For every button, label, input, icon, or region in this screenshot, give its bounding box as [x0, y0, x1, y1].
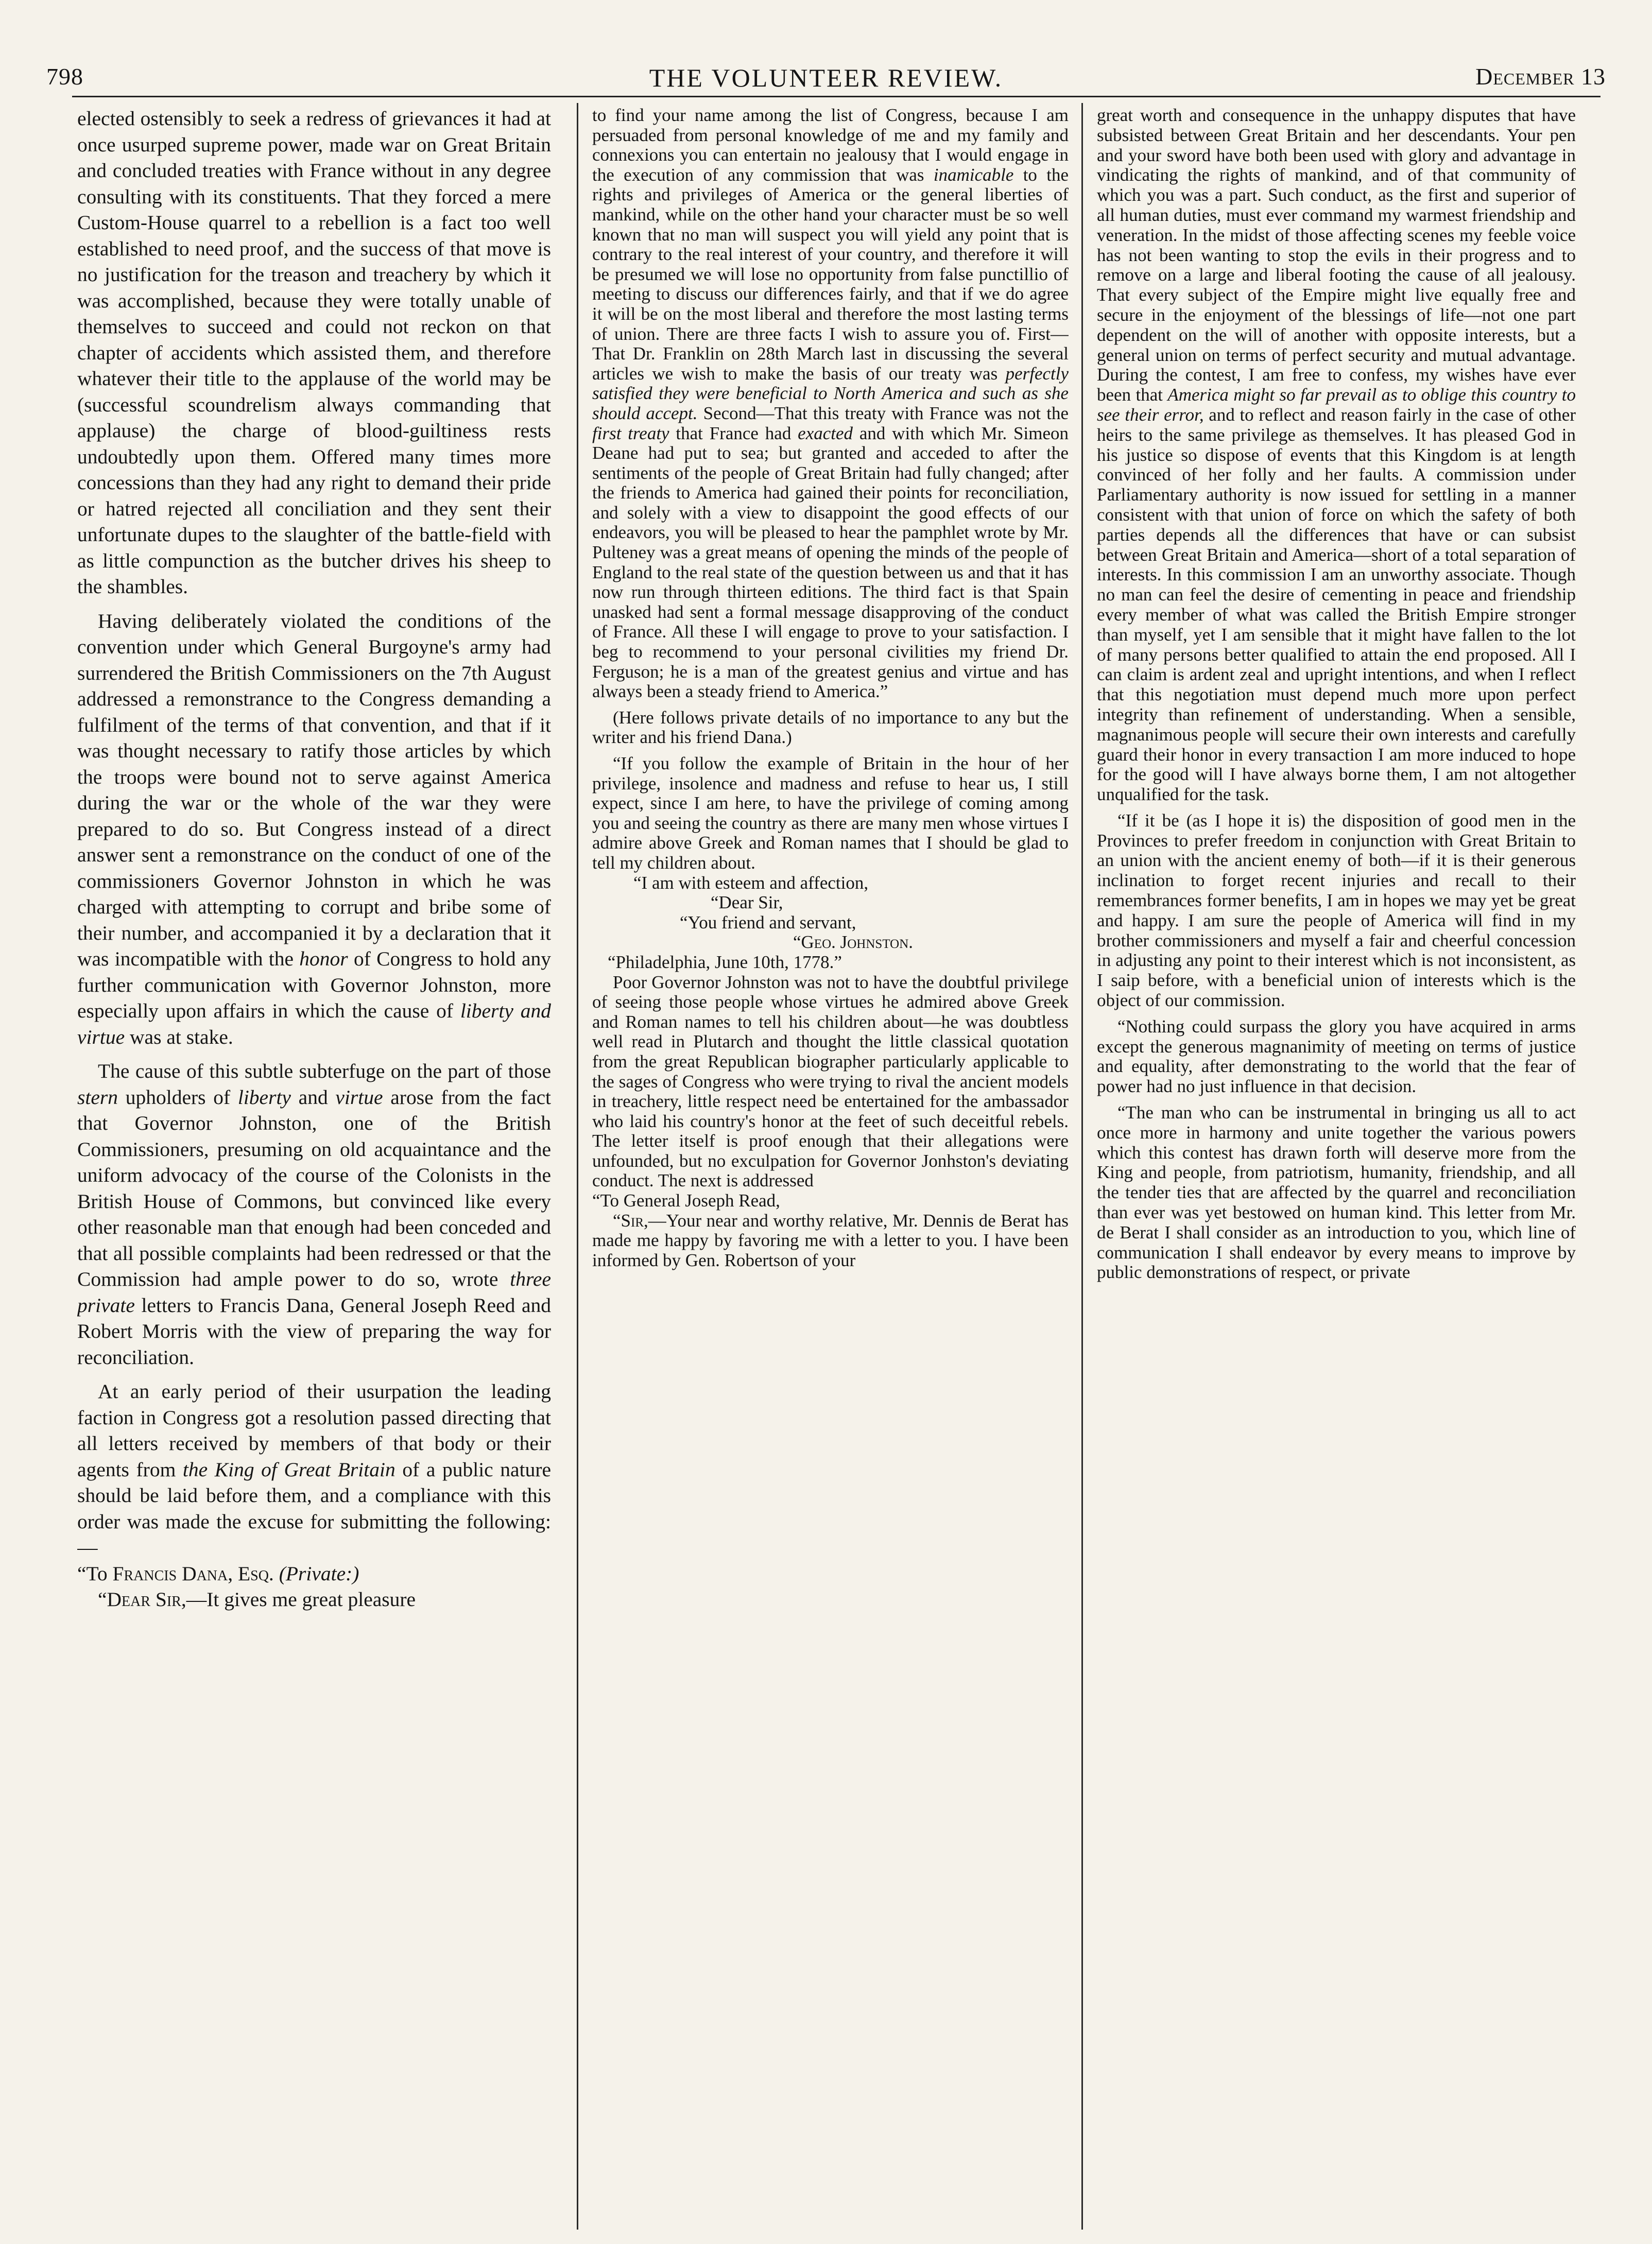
letter-closing: “I am with esteem and affection, “Dear Sir, “You friend and servant, “Geo. Johnston. “Philadelphia, June 10th, 1778.” [592, 873, 1069, 973]
column-1 [77, 106, 551, 2227]
paragraph: “Sir,—Your near and worthy relative, Mr. Dennis de Berat has made me happy by favoring me with a letter to you. I have been informed by Gen. Robertson of your [592, 1210, 1069, 1270]
column-3 [1097, 106, 1576, 2227]
column-divider [1081, 103, 1083, 2230]
column-2 [592, 106, 1069, 2227]
page-header [41, 58, 1611, 99]
publication-title: THE VOLUNTEER REVIEW. [649, 63, 1003, 92]
paragraph: Poor Governor Johnston was not to have the doubtful privilege of seeing those people whose virtues he admired above Greek and Roman names to tell his children about—he was doubtless well read in Plutarch and thought the little classical quotation from the great Republican biographer particularly applicable to the sages of Congress who were trying to rival the ancient models in treachery, little respect need be entertained for the ambassador who laid his country's honor at the feet of such deceitful rebels. The letter itself is proof enough that their allegations were unfounded, but no exculpation for Governor Jonhston's deviating conduct. The next is addressed [592, 972, 1069, 1191]
paragraph: elected ostensibly to seek a redress of grievances it had at once usurped supreme power, made war on Great Britain and concluded treaties with France without in any degree consulting with its constituents. That they forced a mere Custom-House quarrel to a rebellion is a fact too well established to need proof, and the success of that move is no justification for the treason and treachery by which it was accomplished, because they were totally unable of themselves to succeed and could not reckon on that chapter of accidents which assisted them, and therefore whatever their title to the applause of the world may be (successful scoundrelism always commanding that applause) the charge of blood-guiltiness rests undoubtedly upon them. Offered many times more concessions than they had any right to demand their pride or hatred rejected all conciliation and they sent their unfortunate dupes to the slaughter of the battle-field with as little compunction as the butcher drives his sheep to the shambles. [77, 107, 551, 598]
signature: “Geo. Johnston. [793, 932, 914, 953]
paragraph: (Here follows private details of no importance to any but the writer and his friend Dana.) [592, 707, 1069, 748]
header-rule [72, 96, 1601, 97]
paragraph: “Nothing could surpass the glory you have acquired in arms except the generous magnanimity of meeting on terms of justice and equality, after demonstrating to the world that the fear of power had no just influence in that decision. [1097, 1016, 1576, 1097]
letter-salutation: “Dear Sir,—It gives me great pleasure [98, 1588, 416, 1611]
paragraph: “The man who can be instrumental in bringing us all to act once more in harmony and unite together the various powers which this contest has drawn forth will deserve more from the King and people, from patriotism, humanity, friendship, and all the tender ties that are affected by the quarrel and reconciliation than ever was yet bestowed on human kind. This letter from Mr. de Berat I shall consider as an introduction to you, which line of communication I shall endeavor by every means to improve by public demonstrations of respect, or private [1097, 1102, 1576, 1283]
letter-address: “To Francis Dana, Esq. (Private:) [77, 1562, 359, 1585]
paragraph: “If you follow the example of Britain in the hour of her privilege, insolence and madness and refuse to hear us, I still expect, since I am here, to have the privilege of coming among you and seeing the country as there are many men whose virtues I admire above Greek and Roman names that I should be glad to tell my children about. [592, 753, 1069, 873]
column-divider [577, 103, 578, 2230]
issue-date: December 13 [1475, 63, 1606, 90]
paragraph: At an early period of their usurpation the leading faction in Congress got a resolution passed directing that all letters received by members of that body or their agents from the King of Great Britain of a public nature should be laid before them, and a compliance with this order was made the excuse for submitting the following:— [77, 1380, 551, 1559]
letter-address: “To General Joseph Read, [592, 1190, 780, 1211]
dateline: “Philadelphia, June 10th, 1778.” [608, 952, 842, 972]
page-number: 798 [46, 63, 83, 90]
paragraph: Having deliberately violated the conditions of the convention under which General Burgoyne's army had surrendered the British Commissioners on the 7th August addressed a remonstrance to the Congress demanding a fulfilment of the terms of that convention, and that if it was thought necessary to ratify those articles by which the troops were bound not to serve against America during the war or the whole of the war they were prepared to do so. But Congress instead of a direct answer sent a remonstrance on the conduct of one of the commissioners Governor Johnston in which he was charged with attempting to corrupt and bribe some of their number, and accompanied it by a declaration that it was incompatible with the honor of Congress to hold any further communication with Governor Johnston, more especially upon affairs in which the cause of liberty and virtue was at stake. [77, 609, 551, 1048]
paragraph: The cause of this subtle subterfuge on the part of those stern upholders of liberty and virtue arose from the fact that Governor Johnston, one of the British Commissioners, presuming on old acquaintance and the uniform advocacy of the course of the Colonists in the British House of Commons, but convinced like every other reasonable man that enough had been conceded and that all possible complaints had been redressed or that the Commission had ample power to do so, wrote three private letters to Francis Dana, General Joseph Reed and Robert Morris with the view of preparing the way for reconciliation. [77, 1060, 551, 1369]
paragraph: great worth and consequence in the unhappy disputes that have subsisted between Great Britain and her descendants. Your pen and your sword have both been used with glory and advantage in vindicating the rights of mankind, and of that community of which you was a part. Such conduct, as the first and superior of all human duties, must ever command my warmest friendship and veneration. In the midst of those affecting scenes my feeble voice has not been wanting to stop the evils in their progress and to remove on a large and liberal footing the cause of all jealousy. That every subject of the Empire might live equally free and secure in the enjoyment of the blessings of life—not one part dependent on the will of another with opposite interests, but a general union on terms of perfect security and mutual advantage. During the contest, I am free to confess, my wishes have ever been that America might so far prevail as to oblige this country to see their error, and to reflect and reason fairly in the case of other heirs to the same privilege as themselves. It has pleased God in his justice so dispose of events that this Kingdom is at length convinced of her folly and her faults. A commission under Parliamentary authority is now issued for settling in a manner consistent with that union of force on which the safety of both parties depends all the differences that have or can subsist between Great Britain and America—short of a total separation of interests. In this commission I am an unworthy associate. Though no man can feel the desire of cementing in peace and friendship every member of what was called the British Empire stronger than myself, yet I am sensible that it might have fallen to the lot of many persons better qualified to attain the end proposed. All I can claim is ardent zeal and upright intentions, and when I reflect that this negotiation must depend much more upon perfect integrity than refinement of understanding. When a sensible, magnanimous people will secure their own interests and carefully guard their honor in every transaction I am more induced to hope for the good will I have always borne them, I am not altogether unqualified for the task. [1097, 106, 1576, 805]
paragraph: to find your name among the list of Congress, because I am persuaded from personal knowledge of me and my family and connexions you can entertain no jealousy that I would engage in the execution of any commission that was inamicable to the rights and privileges of America or the general liberties of mankind, while on the other hand your character must be so well known that no man will suspect you will yield any point that is contrary to the real interest of your country, and therefore it will be presumed we will lose no opportunity from false punctillio of meeting to discuss our differences fairly, and that if we do agree it will be on the most liberal and therefore the most lasting terms of union. There are three facts I wish to assure you of. First—That Dr. Franklin on 28th March last in discussing the several articles we wish to make the basis of our treaty was perfectly satisfied they were beneficial to North America and such as she should accept. Second—That this treaty with France was not the first treaty that France had exacted and with which Mr. Simeon Deane had put to sea; but granted and acceded to after the sentiments of the people of Great Britain had fully changed; after the friends to America had gained their points for reconciliation, and solely with a view to disappoint the good effects of our endeavors, you will be pleased to hear the pamphlet wrote by Mr. Pulteney was a great means of opening the minds of the people of England to the real state of the question between us and that it has now run through thirteen editions. The third fact is that Spain unasked had sent a formal message disapproving of the conduct of France. All these I will engage to prove to your satisfaction. I beg to recommend to your personal civilities my friend Dr. Ferguson; he is a man of the greatest genius and virtue and has always been a steady friend to America.” [592, 106, 1069, 702]
paragraph: “If it be (as I hope it is) the disposition of good men in the Provinces to prefer freedom in conjunction with Great Britain to an union with the ancient enemy of both—if it is their generous inclination to forget recent injuries and recall to their remembrances former benefits, I am in hopes we may yet be great and happy. I am sure the people of America will find in my brother commissioners and myself a fair and cheerful concession in adjusting any point to their interest which is not inconsistent, as I saip before, with a beneficial union of interests which is the object of our commission. [1097, 810, 1576, 1011]
